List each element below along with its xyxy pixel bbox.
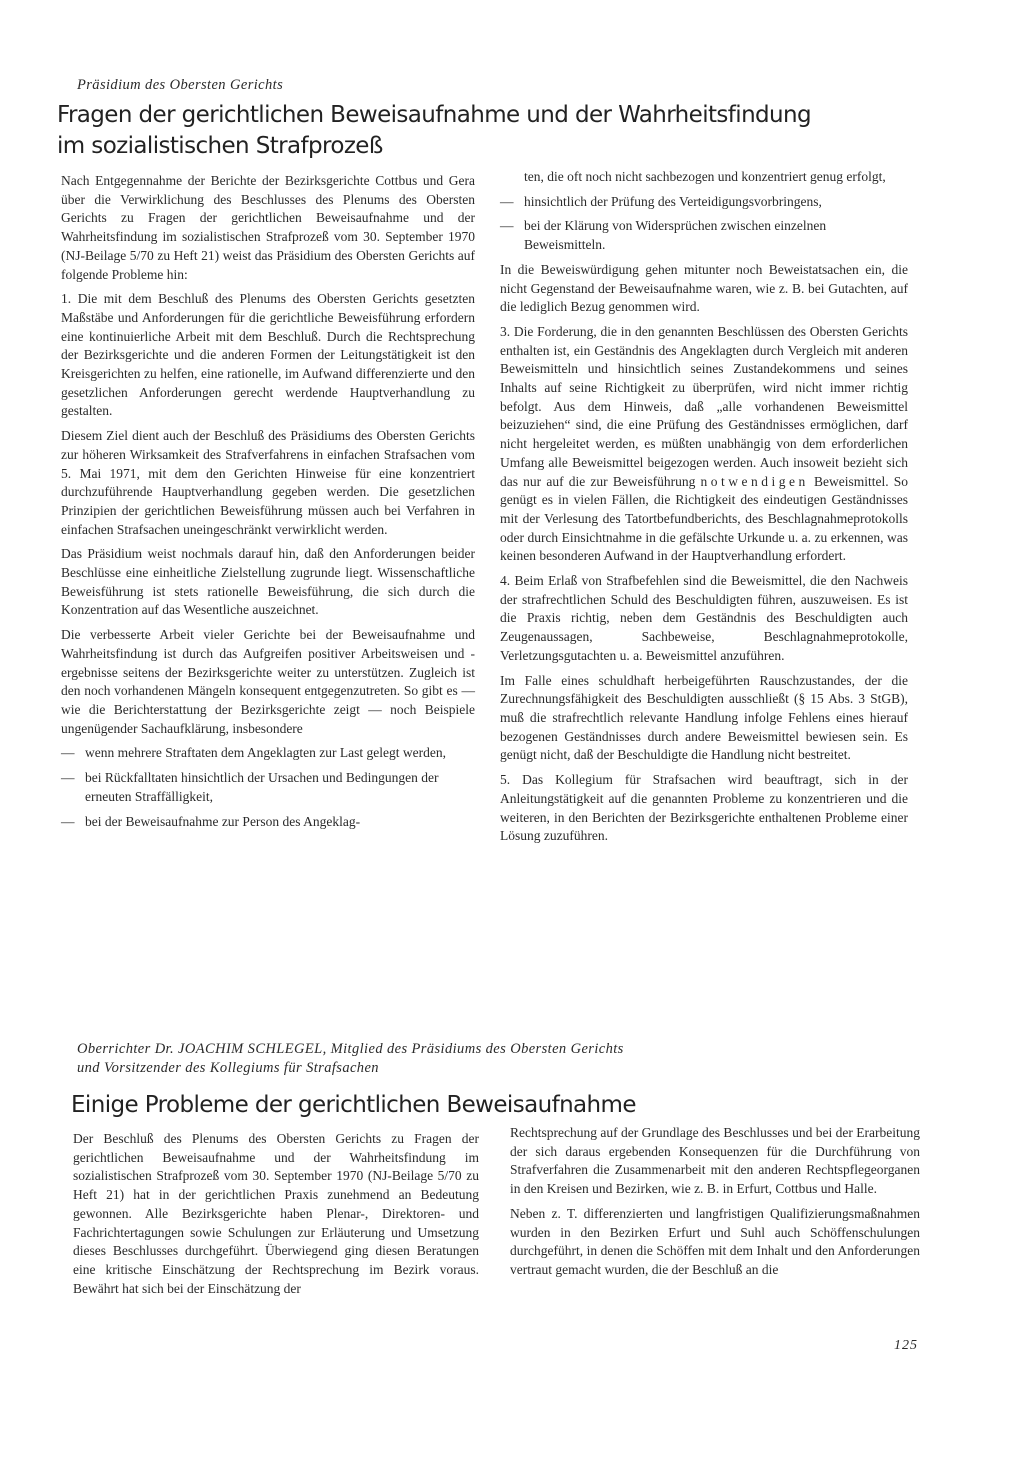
list-item-text: wenn mehrere Straftaten dem Angeklagten zur Last gelegt werden, [85, 745, 446, 761]
list-item-continuation [500, 168, 908, 187]
article1-paragraph: Diesem Ziel dient auch der Beschluß des Präsidiums des Obersten Gerichts zur höheren Wirksamkeit des Strafverfahrens in einfachen Strafsachen vom 5. Mai 1971, mit dem den Gerichten Hinweise für eine konzentriert durchzuführende Hauptverhandlung gegeben werden. Die gesetzlichen Prinzipien der gerichtlichen Beweisführung müssen auch bei Verfahren in einfachen Strafsachen uneingeschränkt verwirklicht werden. [61, 428, 475, 537]
article1-headline [57, 100, 811, 162]
article1-headline-line1: Fragen der gerichtlichen Beweisaufnahme und der Wahrheitsfindung [57, 102, 811, 128]
list-item [61, 769, 475, 806]
page-number: 125 [894, 1338, 918, 1353]
article1-paragraph: 3. Die Forderung, die in den genannten Beschlüssen des Obersten Gerichts enthalten ist, ein Geständnis des Angeklagten durch Vergleich mit anderen Beweismitteln und hinsichtlich seines Zustandekommens und seines Inhalts auf seine Richtigkeit zu überprüfen, wird nicht immer richtig befolgt. Aus dem Hinweis, daß „alle vorhandenen Beweismittel beizuziehen“ sind, die eine Prüfung des Geständnisses ermöglichen, darf nicht hergeleitet werden, es müßten unabhängig von dem erforderlichen Umfang alle Beweismittel beigezogen werden. Auch insoweit bezieht sich das nur auf die zur Beweisführung notwendigen Beweismittel. So genügt es in vielen Fällen, die Richtigkeit des eindeutigen Geständnisses mit der Verlesung des Tatortbefundberichts, des Beschlagnahmeprotokolls oder durch Einsichtnahme in die gefälschte Urkunde u. a. zu erkennen, was keinen besonderen Aufwand in der Hauptverhandlung erfordert. [500, 323, 909, 564]
article1-paragraph: Das Präsidium weist nochmals darauf hin, daß den Anforderungen beider Beschlüsse eine einheitliche Zielstellung zugrunde liegt. Wissenschaftliche Beweisführung ist stets rationelle Beweisführung, die sich durch die Konzentration auf das Wesentliche auszeichnet. [61, 546, 475, 618]
article1-byline: Präsidium des Obersten Gerichts [77, 77, 284, 93]
article1-paragraph: Die verbesserte Arbeit vieler Gerichte bei der Beweisaufnahme und Wahrheitsfindung ist durch das Aufgreifen positiver Arbeitsweisen und -ergebnisse seitens der Bezirksgerichte weiter zu unterstützen. Zugleich ist den noch vorhandenen Mängeln konsequent entgegenzutreten. So gibt es — wie die Berichterstattung der Bezirksgerichte zeigt — noch Beispiele ungenügender Sachaufklärung, insbesondere [61, 627, 475, 736]
article1-paragraph: Nach Entgegennahme der Berichte der Bezirksgerichte Cottbus und Gera über die Verwirklichung des Beschlusses des Plenums des Obersten Gerichts zu Fragen der gerichtlichen Beweisaufnahme und der Wahrheitsfindung im sozialistischen Strafprozeß vom 30. September 1970 (NJ-Beilage 5/70 zu Heft 21) weist das Präsidium des Obersten Gerichts auf folgende Probleme hin: [61, 173, 475, 282]
article2-paragraph: Der Beschluß des Plenums des Obersten Gerichts zu Fragen der gerichtlichen Beweisaufnahme und der Wahrheitsfindung im sozialistischen Strafprozeß vom 30. September 1970 (NJ-Beilage 5/70 zu Heft 21) hat in der gerichtlichen Praxis zunehmend an Bedeutung gewonnen. Alle Bezirksgerichte haben Plenar-, Direktoren- und Fachrichtertagungen sowie Schulungen zur Erläuterung und Umsetzung dieses Beschlusses durchgeführt. Überwiegend ging diesen Beratungen eine kritische Einschätzung der Rechtsprechung im Bezirk voraus. Bewährt hat sich bei der Einschätzung der [73, 1131, 479, 1296]
list-item-text: hinsichtlich der Prüfung des Verteidigungsvorbringens, [524, 193, 822, 209]
emphasized-word: notwendigen [700, 473, 809, 489]
list-item-text: ten, die oft noch nicht sachbezogen und konzentriert genug erfolgt, [524, 169, 886, 184]
list-item [61, 744, 475, 763]
article2-left-column [73, 1130, 479, 1304]
article1-right-column [500, 168, 908, 852]
article2-byline: Oberrichter Dr. JOACHIM SCHLEGEL, Mitglied des Präsidiums des Obersten Gerichts und Vorsitzender des Kollegiums für Strafsachen [77, 1041, 624, 1076]
list-item-text: bei der Beweisaufnahme zur Person des Angeklag- [85, 813, 361, 829]
list-item [61, 813, 475, 832]
dash-marker: — [61, 813, 75, 829]
article1-paragraph: 5. Das Kollegium für Strafsachen wird beauftragt, sich in der Anleitungstätigkeit auf die genannten Probleme zu konzentrieren und die weiteren, in den Berichten der Bezirksgerichte enthaltenen Probleme einer Lösung zuzuführen. [500, 772, 908, 844]
article1-paragraph: 4. Beim Erlaß von Strafbefehlen sind die Beweismittel, die den Nachweis der strafrechtlichen Schuld des Beschuldigten führen, auszuweisen. Es ist die Praxis richtig, neben dem Geständnis des Beschuldigten auch Zeugenaussagen, Sachbeweise, Beschlagnahmeprotokolle, Verletzungsgutachten u. a. Beweismittel anzuführen. [500, 573, 908, 663]
dash-marker: — [500, 218, 514, 234]
list-item [500, 193, 908, 212]
article1-paragraph: Im Falle eines schuldhaft herbeigeführten Rauschzustandes, der die Zurechnungsfähigkeit des Beschuldigten ausschließt (§ 15 Abs. 3 StGB), muß die strafrechtlich relevante Handlung infolge Fehlens eines hierauf bezogenen Geständnisses durch andere Beweismittel bewiesen sein. Es genügt nicht, daß der Beschuldigte die Handlung nicht bestreitet. [500, 672, 908, 763]
article2-paragraph: Rechtsprechung auf der Grundlage des Beschlusses und bei der Erarbeitung der sich daraus ergebenden Konsequenzen für die Durchführung von Strafverfahren die Zusammenarbeit mit den anderen Rechtspflegeorganen in den Kreisen und Bezirken, wie z. B. in Erfurt, Cottbus und Halle. [510, 1125, 920, 1197]
article1-paragraph: 1. Die mit dem Beschluß des Plenums des Obersten Gerichts gesetzten Maßstäbe und Anforderungen für die gerichtliche Beweisführung erfordern eine kontinuierliche Arbeit mit dem Beschluß. Durch die Rechtsprechung der Bezirksgerichte und die anderen Formen der Leitungstätigkeit ist den Kreisgerichten zu helfen, eine rationelle, im Aufwand differenzierte und den gesetzlichen Anforderungen gerecht werdende Hauptverhandlung zu gestalten. [61, 291, 475, 419]
article1-left-column [61, 172, 475, 837]
dash-marker: — [500, 193, 514, 209]
list-item-text: bei der Klärung von Widersprüchen zwischen einzelnen Beweismitteln. [524, 218, 827, 253]
dash-marker: — [61, 745, 75, 761]
dash-marker: — [61, 770, 75, 786]
list-item-text: bei Rückfalltaten hinsichtlich der Ursachen und Bedingungen der erneuten Straffälligkeit, [85, 770, 439, 804]
article1-paragraph: In die Beweiswürdigung gehen mitunter noch Beweistatsachen ein, die nicht Gegenstand der Beweisaufnahme waren, wie z. B. bei Gutachten, auf die lediglich Bezug genommen wird. [500, 261, 908, 315]
article2-paragraph: Neben z. T. differenzierten und langfristigen Qualifizierungsmaßnahmen wurden in den Bezirken Erfurt und Suhl auch Schöffenschulungen durchgeführt, in denen die Schöffen mit dem Inhalt und den Anforderungen vertraut gemacht wurden, die der Beschluß an die [510, 1205, 920, 1277]
list-item [500, 217, 908, 254]
article2-right-column [510, 1124, 920, 1286]
article1-headline-line2: im sozialistischen Strafprozeß [57, 133, 383, 159]
article2-headline: Einige Probleme der gerichtlichen Beweisaufnahme [71, 1092, 636, 1118]
